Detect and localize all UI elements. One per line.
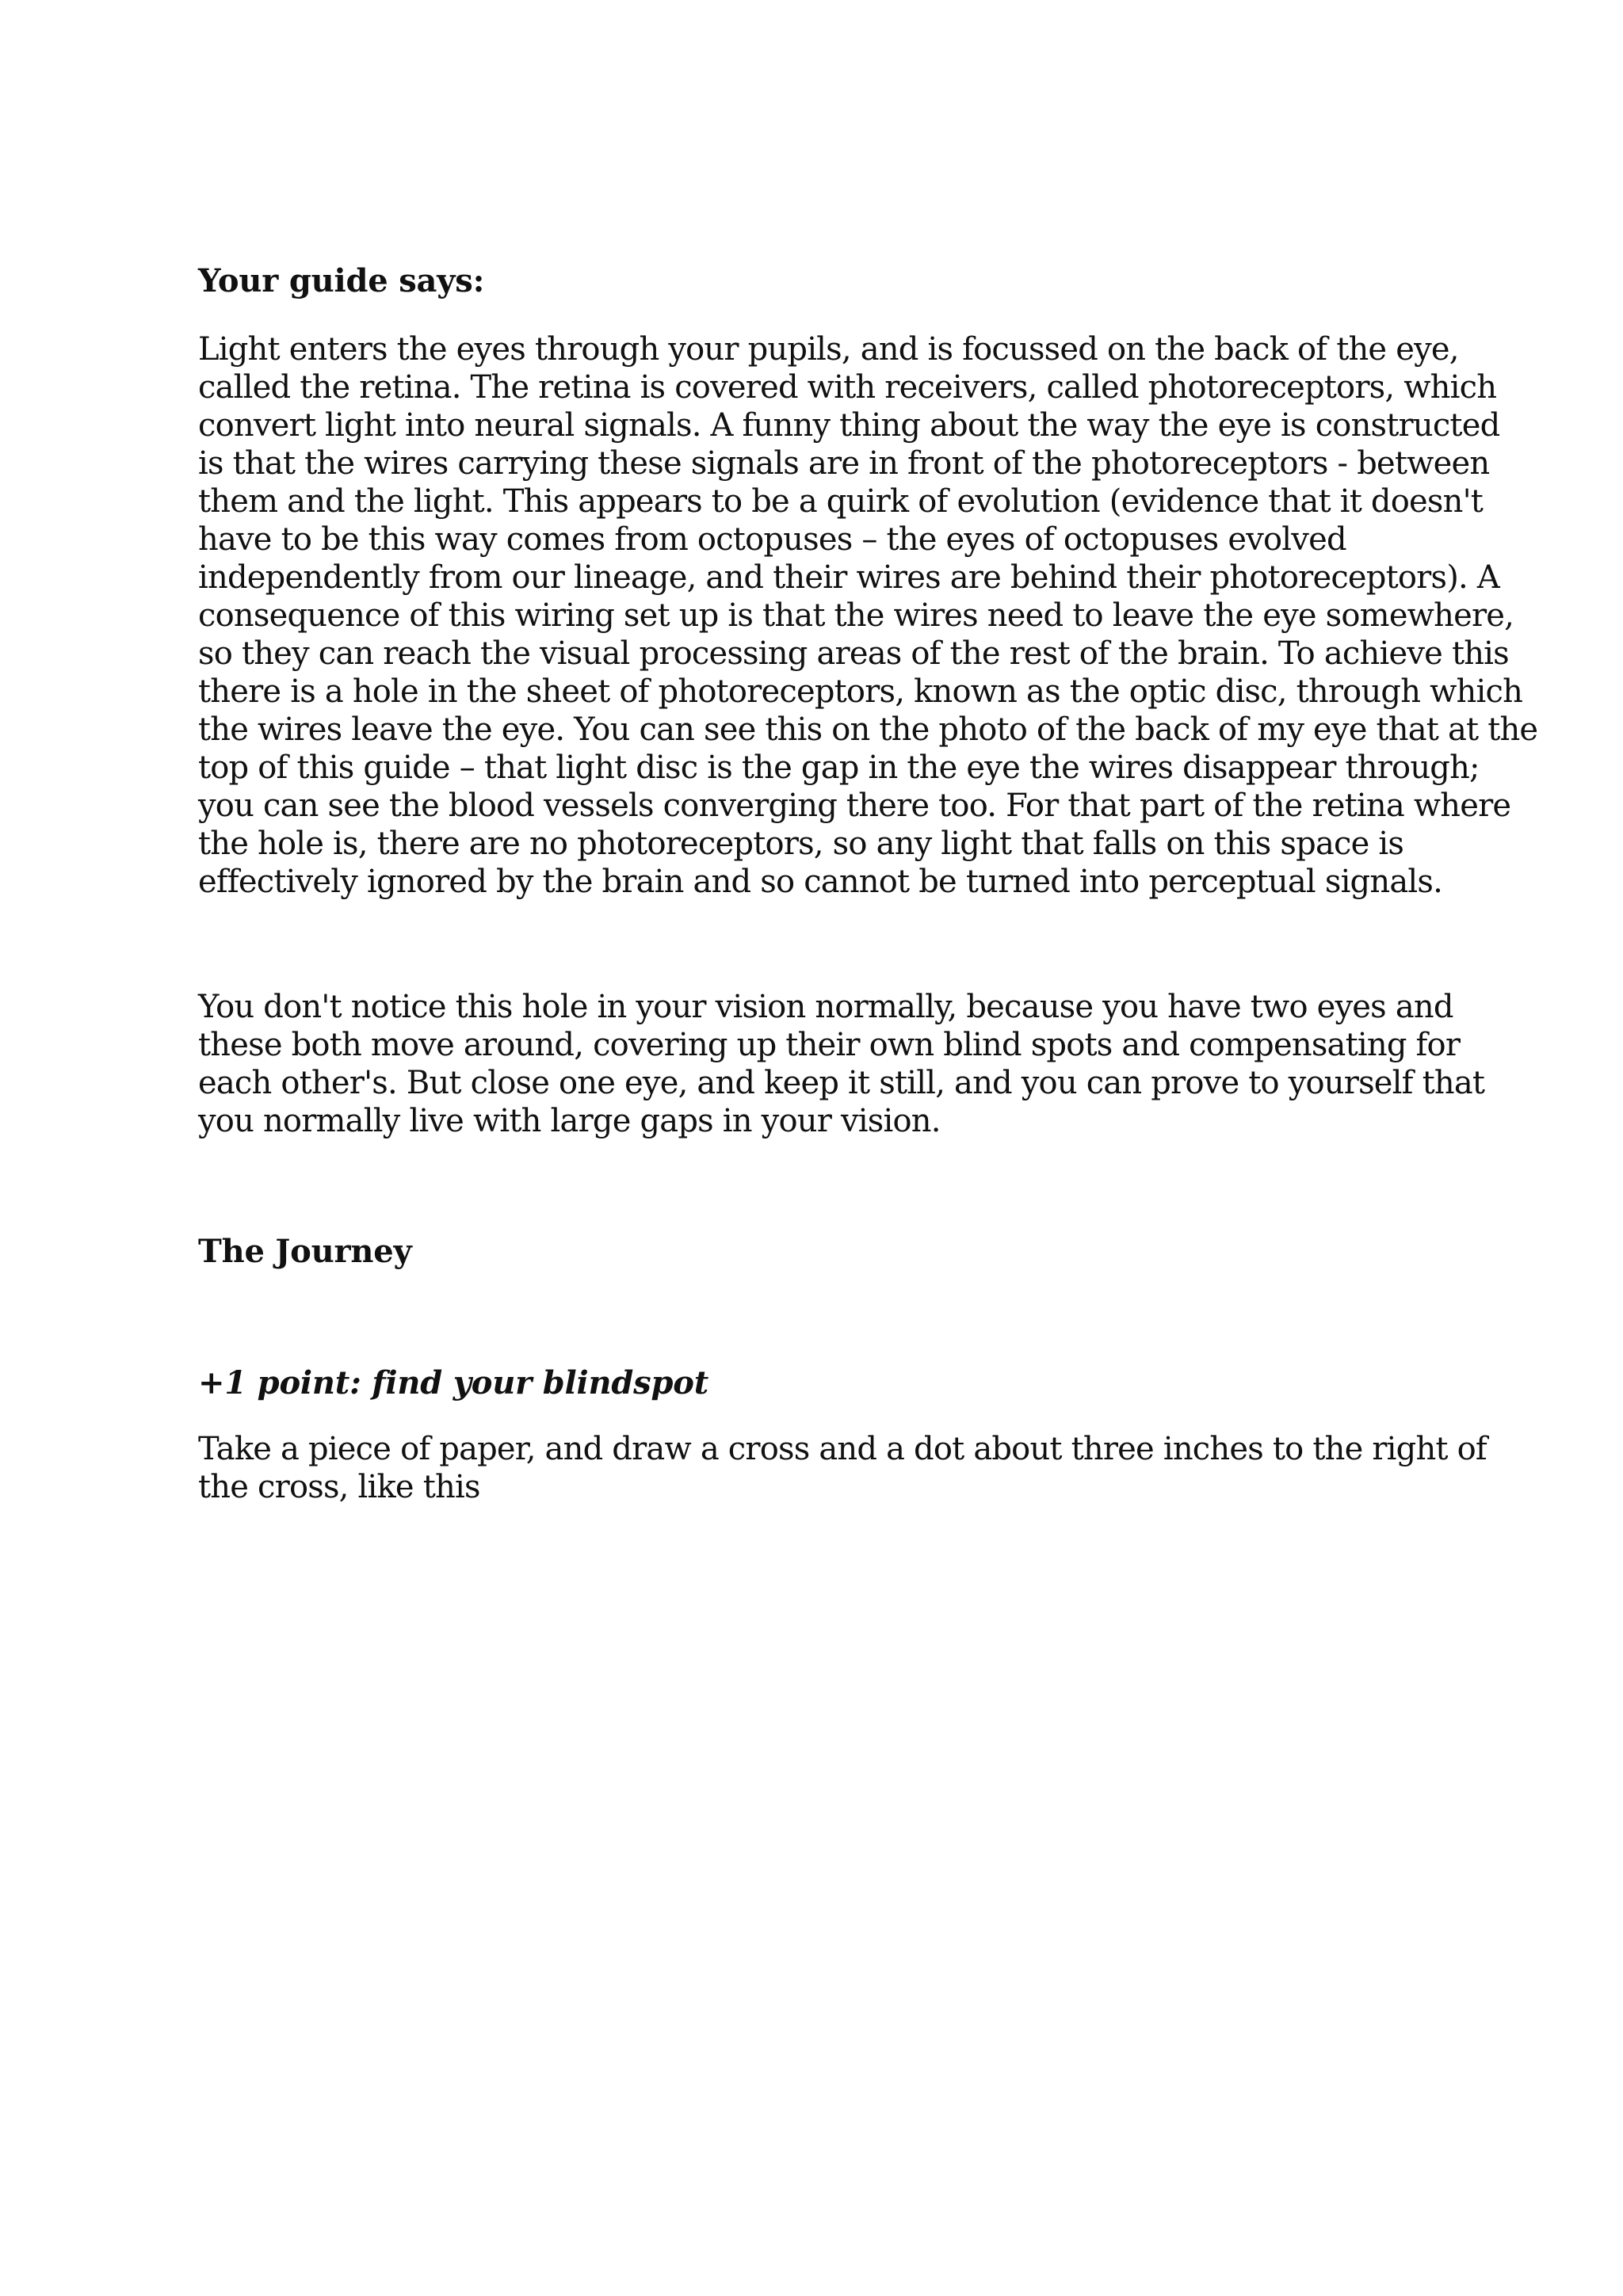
paragraph-line: consequence of this wiring set up is that the wires need to leave the eye somewhere, <box>198 597 1514 634</box>
paragraph-line: called the retina. The retina is covered with receivers, called photoreceptors, which <box>198 369 1497 406</box>
task-heading: +1 point: find your blindspot <box>198 1364 709 1402</box>
paragraph-line: the hole is, there are no photoreceptors, so any light that falls on this space is <box>198 826 1404 862</box>
paragraph-line: Take a piece of paper, and draw a cross and a dot about three inches to the right of <box>198 1431 1487 1467</box>
paragraph-line: effectively ignored by the brain and so cannot be turned into perceptual signals. <box>198 864 1443 900</box>
paragraph-line: them and the light. This appears to be a quirk of evolution (evidence that it doesn't <box>198 483 1484 520</box>
paragraph-line: is that the wires carrying these signals are in front of the photoreceptors - between <box>198 445 1490 482</box>
paragraph-line: these both move around, covering up their own blind spots and compensating for <box>198 1027 1461 1063</box>
guide-heading: Your guide says: <box>198 262 485 299</box>
paragraph-line: Light enters the eyes through your pupils, and is focussed on the back of the eye, <box>198 331 1459 368</box>
paragraph-line: convert light into neural signals. A funny thing about the way the eye is constructed <box>198 407 1500 444</box>
paragraph-line: You don't notice this hole in your vision normally, because you have two eyes and <box>198 989 1453 1025</box>
paragraph-instructions <box>198 1430 1487 1506</box>
paragraph-retina <box>198 330 1537 901</box>
paragraph-line: have to be this way comes from octopuses – the eyes of octopuses evolved <box>198 521 1346 558</box>
paragraph-line: independently from our lineage, and their wires are behind their photoreceptors). A <box>198 559 1499 596</box>
paragraph-line: there is a hole in the sheet of photoreceptors, known as the optic disc, through which <box>198 673 1523 710</box>
paragraph-line: you can see the blood vessels converging there too. For that part of the retina where <box>198 788 1511 824</box>
paragraph-line: the cross, like this <box>198 1469 480 1505</box>
paragraph-line: top of this guide – that light disc is the gap in the eye the wires disappear through; <box>198 749 1480 786</box>
paragraph-line: each other's. But close one eye, and keep it still, and you can prove to yourself that <box>198 1065 1485 1101</box>
paragraph-line: you normally live with large gaps in your vision. <box>198 1103 941 1139</box>
journey-heading: The Journey <box>198 1233 412 1270</box>
paragraph-line: the wires leave the eye. You can see this on the photo of the back of my eye that at the <box>198 711 1538 748</box>
paragraph-line: so they can reach the visual processing areas of the rest of the brain. To achieve this <box>198 635 1509 672</box>
paragraph-two-eyes <box>198 988 1484 1140</box>
